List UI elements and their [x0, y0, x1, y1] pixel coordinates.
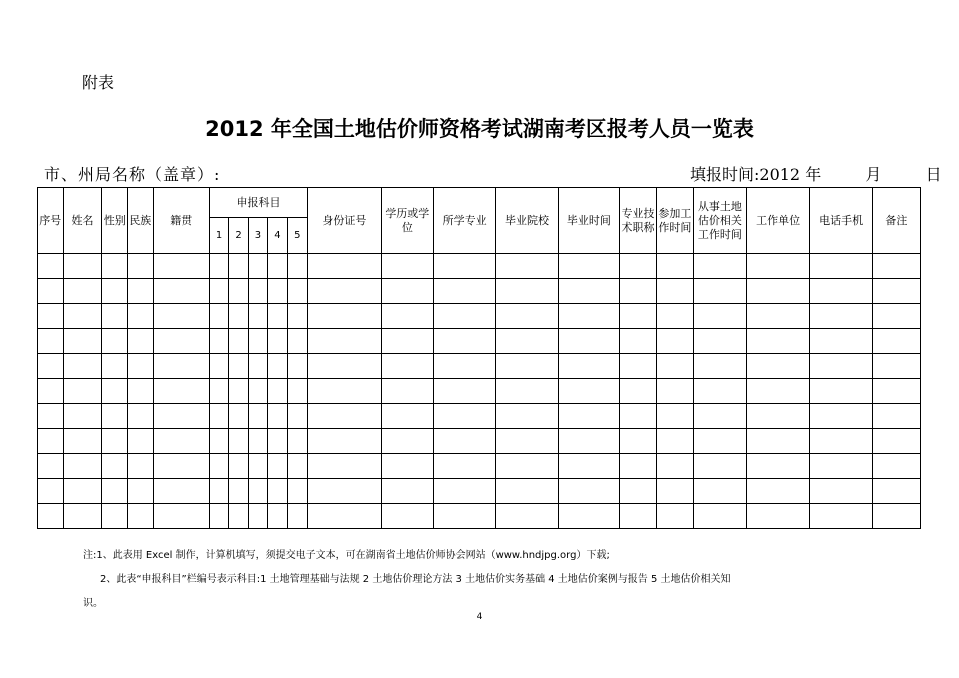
table-cell[interactable]	[287, 404, 307, 429]
table-cell[interactable]	[381, 304, 433, 329]
table-cell[interactable]	[248, 279, 267, 304]
table-cell[interactable]	[746, 279, 809, 304]
header-name: 姓名	[63, 188, 102, 254]
table-cell[interactable]	[229, 404, 248, 429]
table-cell[interactable]	[153, 404, 209, 429]
table-cell[interactable]	[268, 329, 287, 354]
table-cell[interactable]	[693, 354, 746, 379]
page-title: 2012 年全国土地估价师资格考试湖南考区报考人员一览表	[205, 117, 754, 141]
table-cell[interactable]	[248, 479, 267, 504]
table-cell[interactable]	[209, 254, 228, 279]
table-cell[interactable]	[229, 479, 248, 504]
header-phone: 电话手机	[810, 188, 872, 254]
table-cell[interactable]	[656, 354, 693, 379]
table-cell[interactable]	[433, 304, 495, 329]
table-cell[interactable]	[558, 504, 619, 529]
table-cell[interactable]	[268, 304, 287, 329]
table-cell[interactable]	[63, 354, 102, 379]
table-cell[interactable]	[128, 479, 154, 504]
header-work-start: 参加工作时间	[656, 188, 693, 254]
table-cell[interactable]	[872, 354, 920, 379]
table-cell[interactable]	[229, 254, 248, 279]
table-cell[interactable]	[153, 254, 209, 279]
registration-table	[37, 187, 921, 529]
table-cell[interactable]	[872, 429, 920, 454]
table-cell[interactable]	[620, 279, 657, 304]
table-cell[interactable]	[558, 254, 619, 279]
table-cell[interactable]	[496, 279, 558, 304]
table-cell[interactable]	[38, 354, 64, 379]
table-cell[interactable]	[209, 379, 228, 404]
table-cell[interactable]	[620, 304, 657, 329]
table-cell[interactable]	[287, 254, 307, 279]
table-cell[interactable]	[693, 429, 746, 454]
table-cell[interactable]	[693, 279, 746, 304]
table-cell[interactable]	[746, 454, 809, 479]
table-cell[interactable]	[558, 454, 619, 479]
table-row	[38, 404, 921, 429]
table-cell[interactable]	[209, 504, 228, 529]
table-cell[interactable]	[433, 329, 495, 354]
fill-time-month: 月	[865, 165, 882, 184]
header-subject-3: 3	[248, 218, 267, 254]
table-cell[interactable]	[63, 454, 102, 479]
table-cell[interactable]	[496, 329, 558, 354]
table-cell[interactable]	[128, 504, 154, 529]
table-cell[interactable]	[287, 454, 307, 479]
header-subject-5: 5	[287, 218, 307, 254]
table-cell[interactable]	[128, 404, 154, 429]
table-cell[interactable]	[496, 304, 558, 329]
table-cell[interactable]	[287, 354, 307, 379]
table-cell[interactable]	[746, 304, 809, 329]
table-cell[interactable]	[153, 304, 209, 329]
table-cell[interactable]	[153, 454, 209, 479]
table-cell[interactable]	[693, 504, 746, 529]
table-cell[interactable]	[209, 429, 228, 454]
table-cell[interactable]	[810, 254, 872, 279]
table-cell[interactable]	[128, 329, 154, 354]
table-cell[interactable]	[620, 354, 657, 379]
table-cell[interactable]	[229, 304, 248, 329]
table-cell[interactable]	[308, 454, 382, 479]
table-cell[interactable]	[308, 479, 382, 504]
table-cell[interactable]	[209, 329, 228, 354]
table-cell[interactable]	[620, 404, 657, 429]
table-cell[interactable]	[153, 279, 209, 304]
table-cell[interactable]	[620, 379, 657, 404]
table-cell[interactable]	[287, 429, 307, 454]
table-cell[interactable]	[620, 254, 657, 279]
table-cell[interactable]	[872, 329, 920, 354]
table-cell[interactable]	[153, 379, 209, 404]
table-cell[interactable]	[128, 429, 154, 454]
table-cell[interactable]	[38, 279, 64, 304]
table-cell[interactable]	[287, 504, 307, 529]
table-cell[interactable]	[63, 279, 102, 304]
table-cell[interactable]	[268, 279, 287, 304]
table-cell[interactable]	[433, 479, 495, 504]
table-cell[interactable]	[810, 304, 872, 329]
table-cell[interactable]	[558, 354, 619, 379]
table-cell[interactable]	[693, 454, 746, 479]
table-cell[interactable]	[102, 304, 128, 329]
table-cell[interactable]	[746, 379, 809, 404]
table-cell[interactable]	[248, 254, 267, 279]
table-cell[interactable]	[693, 329, 746, 354]
table-cell[interactable]	[229, 379, 248, 404]
table-cell[interactable]	[433, 454, 495, 479]
table-cell[interactable]	[248, 329, 267, 354]
header-title: 专业技术职称	[620, 188, 657, 254]
header-origin: 籍贯	[153, 188, 209, 254]
table-cell[interactable]	[229, 279, 248, 304]
table-cell[interactable]	[229, 329, 248, 354]
table-cell[interactable]	[308, 329, 382, 354]
table-cell[interactable]	[693, 254, 746, 279]
fill-time-label	[690, 162, 942, 185]
table-cell[interactable]	[693, 404, 746, 429]
table-cell[interactable]	[810, 404, 872, 429]
table-cell[interactable]	[381, 329, 433, 354]
table-cell[interactable]	[496, 429, 558, 454]
table-cell[interactable]	[620, 454, 657, 479]
table-cell[interactable]	[248, 304, 267, 329]
table-cell[interactable]	[38, 329, 64, 354]
table-cell[interactable]	[433, 354, 495, 379]
table-row	[38, 329, 921, 354]
table-cell[interactable]	[433, 504, 495, 529]
table-cell[interactable]	[248, 429, 267, 454]
table-row	[38, 354, 921, 379]
org-name-label: 市、州局名称（盖章）:	[44, 165, 221, 184]
table-cell[interactable]	[268, 454, 287, 479]
header-related-work: 从事土地估价相关工作时间	[693, 188, 746, 254]
table-cell[interactable]	[63, 404, 102, 429]
table-cell[interactable]	[433, 279, 495, 304]
table-cell[interactable]	[656, 404, 693, 429]
table-cell[interactable]	[810, 379, 872, 404]
table-cell[interactable]	[268, 379, 287, 404]
table-cell[interactable]	[209, 479, 228, 504]
table-cell[interactable]	[268, 479, 287, 504]
table-cell[interactable]	[381, 254, 433, 279]
header-education: 学历或学位	[381, 188, 433, 254]
table-cell[interactable]	[433, 379, 495, 404]
table-cell[interactable]	[153, 429, 209, 454]
table-cell[interactable]	[102, 429, 128, 454]
table-cell[interactable]	[153, 504, 209, 529]
table-cell[interactable]	[209, 404, 228, 429]
table-cell[interactable]	[209, 279, 228, 304]
table-cell[interactable]	[128, 379, 154, 404]
table-cell[interactable]	[381, 429, 433, 454]
table-cell[interactable]	[810, 329, 872, 354]
table-cell[interactable]	[209, 454, 228, 479]
table-cell[interactable]	[746, 404, 809, 429]
table-cell[interactable]	[810, 504, 872, 529]
table-cell[interactable]	[229, 354, 248, 379]
table-cell[interactable]	[287, 329, 307, 354]
table-cell[interactable]	[38, 379, 64, 404]
table-cell[interactable]	[433, 254, 495, 279]
table-cell[interactable]	[496, 504, 558, 529]
table-cell[interactable]	[656, 429, 693, 454]
table-cell[interactable]	[872, 479, 920, 504]
table-cell[interactable]	[381, 404, 433, 429]
table-cell[interactable]	[128, 304, 154, 329]
table-cell[interactable]	[128, 454, 154, 479]
table-cell[interactable]	[496, 379, 558, 404]
table-cell[interactable]	[63, 479, 102, 504]
table-cell[interactable]	[268, 254, 287, 279]
table-cell[interactable]	[63, 429, 102, 454]
table-cell[interactable]	[620, 329, 657, 354]
header-grad-time: 毕业时间	[558, 188, 619, 254]
header-id-number: 身份证号	[308, 188, 382, 254]
header-school: 毕业院校	[496, 188, 558, 254]
table-row	[38, 379, 921, 404]
table-cell[interactable]	[381, 354, 433, 379]
table-cell[interactable]	[128, 279, 154, 304]
note-2: 2、此表“申报科目”栏编号表示科目:1 土地管理基础与法规 2 土地估价理论方法 3 土地估价实务基础 4 土地估价案例与报告 5 土地估价相关知	[100, 574, 731, 585]
table-cell[interactable]	[381, 379, 433, 404]
table-cell[interactable]	[268, 404, 287, 429]
table-cell[interactable]	[433, 429, 495, 454]
table-cell[interactable]	[746, 329, 809, 354]
table-cell[interactable]	[102, 329, 128, 354]
table-cell[interactable]	[38, 404, 64, 429]
table-cell[interactable]	[63, 504, 102, 529]
table-cell[interactable]	[381, 454, 433, 479]
table-cell[interactable]	[102, 404, 128, 429]
table-cell[interactable]	[433, 404, 495, 429]
table-cell[interactable]	[63, 304, 102, 329]
table-cell[interactable]	[558, 304, 619, 329]
table-cell[interactable]	[308, 304, 382, 329]
table-cell[interactable]	[558, 329, 619, 354]
table-cell[interactable]	[287, 379, 307, 404]
table-cell[interactable]	[38, 254, 64, 279]
table-cell[interactable]	[248, 404, 267, 429]
table-cell[interactable]	[102, 504, 128, 529]
header-ethnicity: 民族	[128, 188, 154, 254]
table-cell[interactable]	[102, 279, 128, 304]
table-cell[interactable]	[746, 254, 809, 279]
table-cell[interactable]	[558, 404, 619, 429]
table-cell[interactable]	[308, 254, 382, 279]
page-number: 4	[476, 612, 483, 622]
header-remarks: 备注	[872, 188, 920, 254]
table-cell[interactable]	[248, 504, 267, 529]
table-cell[interactable]	[693, 379, 746, 404]
table-row	[38, 454, 921, 479]
table-cell[interactable]	[63, 254, 102, 279]
header-subjects: 申报科目	[209, 188, 307, 218]
table-cell[interactable]	[656, 279, 693, 304]
table-cell[interactable]	[38, 454, 64, 479]
table-cell[interactable]	[872, 254, 920, 279]
header-subject-4: 4	[268, 218, 287, 254]
header-employer: 工作单位	[746, 188, 809, 254]
fill-time-year: 填报时间:2012 年	[690, 165, 822, 184]
fill-time-day: 日	[925, 165, 942, 184]
table-cell[interactable]	[229, 504, 248, 529]
table-cell[interactable]	[496, 404, 558, 429]
table-cell[interactable]	[381, 279, 433, 304]
table-cell[interactable]	[496, 454, 558, 479]
table-cell[interactable]	[63, 329, 102, 354]
table-cell[interactable]	[308, 504, 382, 529]
table-cell[interactable]	[268, 429, 287, 454]
table-cell[interactable]	[287, 279, 307, 304]
table-row	[38, 429, 921, 454]
table-cell[interactable]	[496, 254, 558, 279]
table-cell[interactable]	[287, 479, 307, 504]
table-cell[interactable]	[128, 254, 154, 279]
table-cell[interactable]	[308, 404, 382, 429]
table-cell[interactable]	[810, 479, 872, 504]
table-cell[interactable]	[872, 454, 920, 479]
table-row	[38, 504, 921, 529]
table-cell[interactable]	[229, 454, 248, 479]
table-cell[interactable]	[810, 429, 872, 454]
table-cell[interactable]	[620, 429, 657, 454]
table-cell[interactable]	[308, 354, 382, 379]
table-cell[interactable]	[810, 354, 872, 379]
header-major: 所学专业	[433, 188, 495, 254]
table-cell[interactable]	[153, 329, 209, 354]
table-row	[38, 279, 921, 304]
table-cell[interactable]	[153, 479, 209, 504]
note-1: 注:1、此表用 Excel 制作，计算机填写，须提交电子文本，可在湖南省土地估价师协会网站（www.hndjpg.org）下载;	[83, 550, 610, 561]
table-cell[interactable]	[872, 304, 920, 329]
table-cell[interactable]	[746, 429, 809, 454]
table-cell[interactable]	[656, 504, 693, 529]
table-cell[interactable]	[308, 379, 382, 404]
table-cell[interactable]	[102, 379, 128, 404]
appendix-label: 附表	[82, 73, 115, 92]
table-cell[interactable]	[746, 354, 809, 379]
table-cell[interactable]	[38, 429, 64, 454]
table-cell[interactable]	[102, 479, 128, 504]
table-cell[interactable]	[558, 279, 619, 304]
table-cell[interactable]	[102, 254, 128, 279]
table-cell[interactable]	[746, 504, 809, 529]
table-row	[38, 254, 921, 279]
table-cell[interactable]	[229, 429, 248, 454]
table-cell[interactable]	[128, 354, 154, 379]
table-cell[interactable]	[810, 454, 872, 479]
table-cell[interactable]	[810, 279, 872, 304]
table-cell[interactable]	[287, 304, 307, 329]
table-cell[interactable]	[558, 379, 619, 404]
table-cell[interactable]	[496, 354, 558, 379]
table-cell[interactable]	[63, 379, 102, 404]
table-cell[interactable]	[308, 429, 382, 454]
table-row	[38, 304, 921, 329]
table-cell[interactable]	[268, 354, 287, 379]
table-cell[interactable]	[558, 479, 619, 504]
table-cell[interactable]	[620, 479, 657, 504]
table-cell[interactable]	[656, 454, 693, 479]
table-cell[interactable]	[38, 504, 64, 529]
header-seq: 序号	[38, 188, 64, 254]
table-row	[38, 479, 921, 504]
table-cell[interactable]	[38, 304, 64, 329]
table-cell[interactable]	[248, 354, 267, 379]
table-cell[interactable]	[102, 454, 128, 479]
table-cell[interactable]	[38, 479, 64, 504]
table-cell[interactable]	[620, 504, 657, 529]
table-cell[interactable]	[308, 279, 382, 304]
table-cell[interactable]	[209, 304, 228, 329]
table-cell[interactable]	[381, 504, 433, 529]
table-cell[interactable]	[693, 479, 746, 504]
table-cell[interactable]	[693, 304, 746, 329]
table-cell[interactable]	[153, 354, 209, 379]
table-cell[interactable]	[746, 479, 809, 504]
note-3: 识。	[83, 598, 103, 609]
table-cell[interactable]	[872, 279, 920, 304]
table-cell[interactable]	[656, 254, 693, 279]
table-cell[interactable]	[872, 504, 920, 529]
table-cell[interactable]	[656, 304, 693, 329]
table-cell[interactable]	[656, 329, 693, 354]
table-cell[interactable]	[558, 429, 619, 454]
table-cell[interactable]	[656, 479, 693, 504]
table-cell[interactable]	[248, 454, 267, 479]
table-cell[interactable]	[872, 404, 920, 429]
table-cell[interactable]	[872, 379, 920, 404]
table-cell[interactable]	[656, 379, 693, 404]
header-gender: 性别	[102, 188, 128, 254]
table-cell[interactable]	[102, 354, 128, 379]
header-subject-2: 2	[229, 218, 248, 254]
table-cell[interactable]	[496, 479, 558, 504]
table-cell[interactable]	[209, 354, 228, 379]
table-cell[interactable]	[248, 379, 267, 404]
table-cell[interactable]	[381, 479, 433, 504]
header-subject-1: 1	[209, 218, 228, 254]
table-cell[interactable]	[268, 504, 287, 529]
